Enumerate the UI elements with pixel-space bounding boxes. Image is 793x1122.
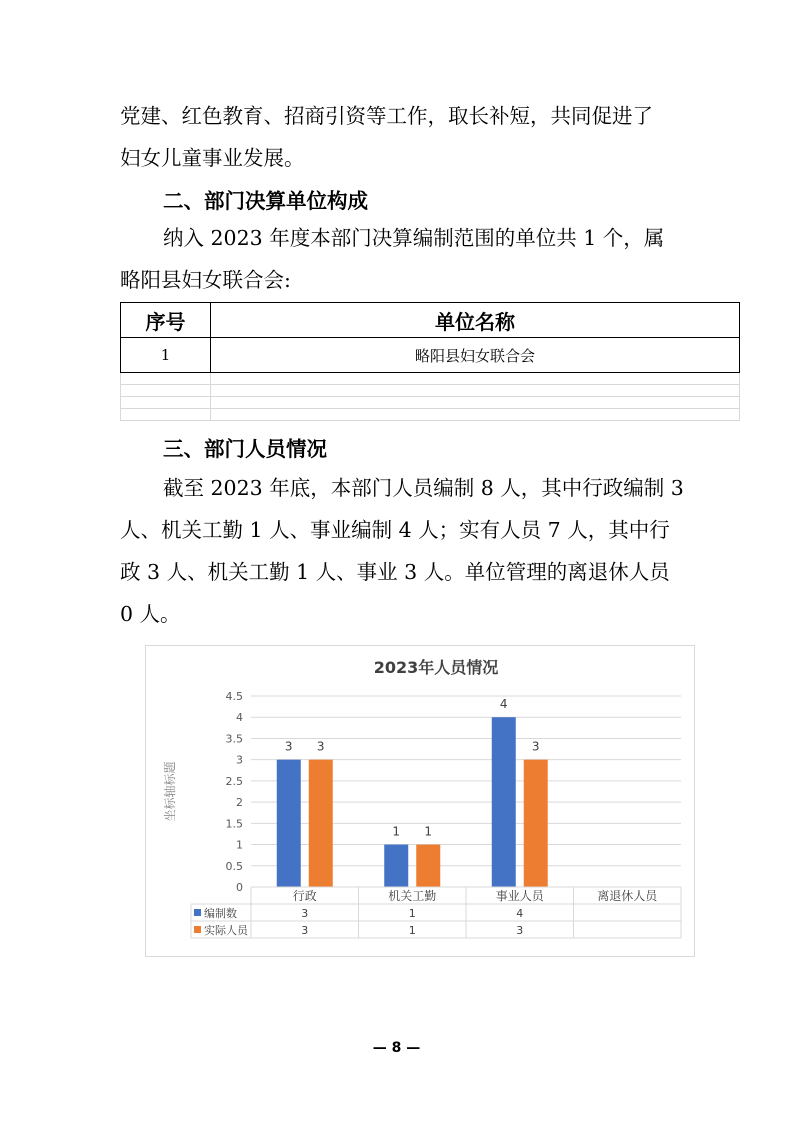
y-tick-label: 4 xyxy=(236,711,243,725)
paragraph-line: 妇女儿童事业发展。 xyxy=(120,146,305,170)
x-tick-label: 机关工勤 xyxy=(388,889,437,903)
units-table xyxy=(120,302,740,421)
legend-label: 实际人员 xyxy=(204,924,248,937)
y-tick-label: 2.5 xyxy=(225,774,243,788)
bar xyxy=(416,845,440,887)
data-table-value: 4 xyxy=(516,907,524,920)
paragraph-line: 略阳县妇女联合会: xyxy=(120,268,291,292)
table-header-unit-name: 单位名称 xyxy=(211,303,740,338)
table-row-empty xyxy=(121,409,740,421)
y-tick-label: 1.5 xyxy=(225,817,243,831)
x-tick-label: 行政 xyxy=(292,889,317,903)
y-tick-label: 3.5 xyxy=(225,732,243,746)
bar xyxy=(309,760,333,887)
x-tick-label: 事业人员 xyxy=(495,889,544,903)
paragraph-line: 党建、红色教育、招商引资等工作，取长补短，共同促进了 xyxy=(120,104,653,128)
data-label: 1 xyxy=(392,824,401,839)
paragraph-line: 人、机关工勤 1 人、事业编制 4 人；实有人员 7 人，其中行 xyxy=(120,518,670,542)
x-tick-label: 离退休人员 xyxy=(597,889,658,903)
y-tick-label: 0 xyxy=(236,881,243,894)
table-row xyxy=(121,338,740,373)
bar xyxy=(277,760,301,887)
legend-key xyxy=(194,926,201,933)
data-table-value: 1 xyxy=(408,924,416,937)
data-label: 3 xyxy=(316,739,325,754)
data-table-value: 3 xyxy=(516,924,524,937)
data-label: 3 xyxy=(284,739,293,754)
chart-title: 2023年人员情况 xyxy=(373,658,499,677)
table-header-index: 序号 xyxy=(121,303,211,338)
data-label: 1 xyxy=(424,824,433,839)
data-table-value: 3 xyxy=(301,907,309,920)
data-label: 4 xyxy=(499,697,508,712)
table-row-empty xyxy=(121,397,740,409)
y-tick-label: 1 xyxy=(236,838,243,852)
data-table-value: 1 xyxy=(408,907,416,920)
y-tick-label: 4.5 xyxy=(225,690,243,703)
legend-label: 编制数 xyxy=(204,907,237,920)
legend-key xyxy=(194,909,201,916)
paragraph-line: 0 人。 xyxy=(120,602,181,626)
table-cell-index: 1 xyxy=(121,338,211,373)
data-table-value: 3 xyxy=(301,924,309,937)
page-number: — 8 — xyxy=(372,1040,421,1056)
bar xyxy=(384,845,408,887)
chart-container xyxy=(145,645,695,957)
bar xyxy=(524,760,548,887)
y-axis-title: 坐标轴标题 xyxy=(163,761,177,822)
section-heading-2: 二、部门决算单位构成 xyxy=(163,189,368,213)
paragraph-line: 政 3 人、机关工勤 1 人、事业 3 人。单位管理的离退休人员 xyxy=(120,560,670,584)
y-tick-label: 0.5 xyxy=(225,859,243,873)
section-heading-3: 三、部门人员情况 xyxy=(163,437,327,461)
paragraph-line: 纳入 2023 年度本部门决算编制范围的单位共 1 个，属 xyxy=(163,226,665,250)
y-tick-label: 3 xyxy=(236,753,243,767)
y-tick-label: 2 xyxy=(236,796,243,810)
bar-chart xyxy=(146,646,694,956)
bar xyxy=(492,717,516,887)
table-cell-unit-name: 略阳县妇女联合会 xyxy=(211,338,740,373)
paragraph-line: 截至 2023 年底，本部门人员编制 8 人，其中行政编制 3 xyxy=(163,476,684,500)
table-row-empty xyxy=(121,385,740,397)
data-label: 3 xyxy=(531,739,540,754)
table-row-empty xyxy=(121,373,740,385)
